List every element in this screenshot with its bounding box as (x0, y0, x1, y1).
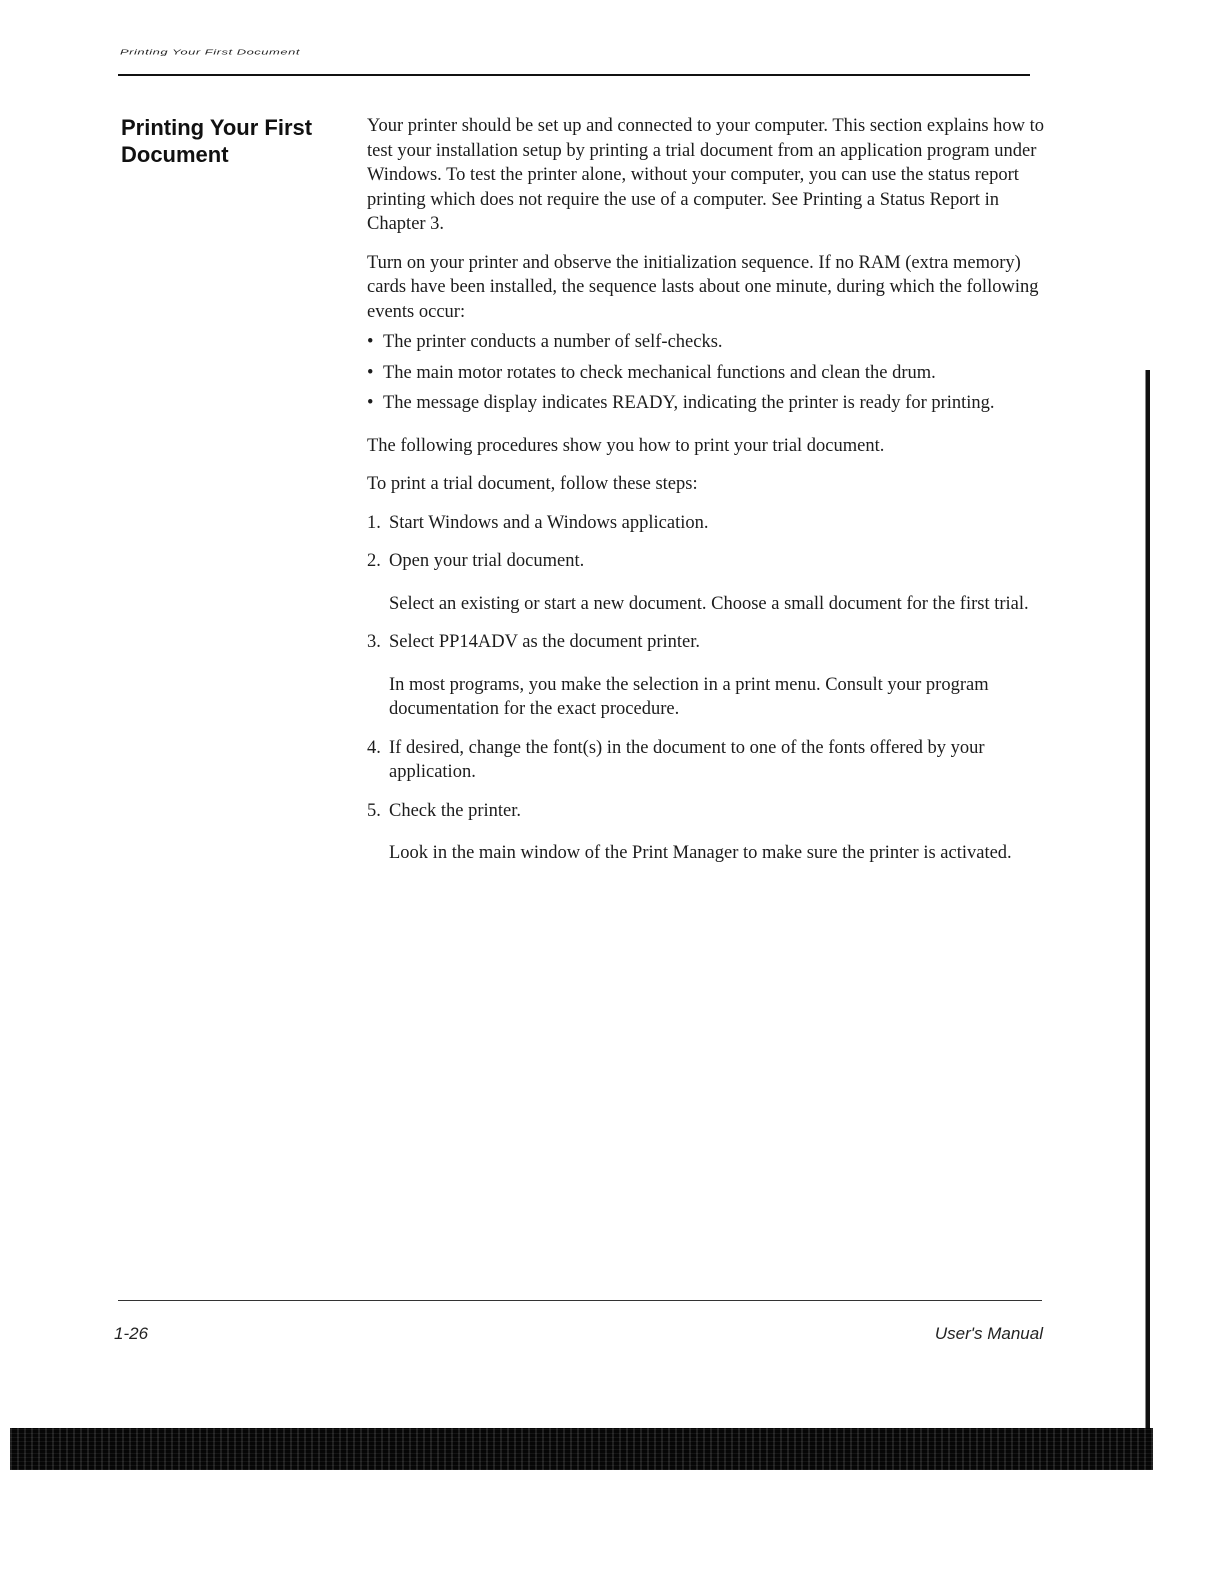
section-title: Printing Your First Document (121, 115, 313, 167)
scan-edge-mark (1140, 370, 1150, 1436)
step-text: Start Windows and a Windows application. (389, 512, 709, 533)
step-number: 5. (367, 800, 381, 821)
step-text: Select PP14ADV as the document printer. (389, 632, 701, 652)
body-column (367, 114, 1047, 880)
intro-paragraph: Your printer should be set up and connected to your computer. This section explains how to test your installation setup by printing a trial document from an application program under Windows. To test the printer alone, without your computer, you can use the status report printing which does not require the use of a computer. See Printing a Status Report in Chapter 3. (367, 116, 1045, 234)
procedures-intro: The following procedures show you how to print your trial document. (367, 435, 885, 456)
footer-rule (118, 1300, 1042, 1301)
step-number: 3. (367, 632, 381, 652)
step-number: 4. (367, 737, 381, 758)
page-number: 1-26 (114, 1324, 149, 1343)
step-item (367, 549, 1047, 616)
list-item: • The main motor rotates to check mechanical functions and clean the drum. (367, 361, 1047, 386)
step-item (367, 799, 1047, 866)
header-rule (118, 74, 1030, 76)
list-item: • The message display indicates READY, indicating the printer is ready for printing. (367, 391, 1047, 416)
list-item: • The printer conducts a number of self-checks. (367, 330, 1047, 355)
step-detail: Look in the main window of the Print Manager to make sure the printer is activated. (389, 843, 1012, 863)
step-item (367, 630, 1047, 722)
manual-title: User's Manual (934, 1324, 1043, 1343)
step-detail: In most programs, you make the selection in a print menu. Consult your program documentation for the exact procedure. (389, 674, 989, 719)
step-item (367, 511, 1047, 536)
running-header: Printing Your First Document (120, 48, 300, 57)
scan-artifact-bar (10, 1428, 1153, 1470)
step-text: Check the printer. (389, 800, 522, 821)
initialization-paragraph: Turn on your printer and observe the initialization sequence. If no RAM (extra memory) cards have been installed, the sequence lasts about one minute, during which the following events occur: (367, 252, 1039, 322)
step-number: 1. (367, 512, 381, 533)
step-text: Open your trial document. (389, 551, 585, 571)
step-detail: Select an existing or start a new document. Choose a small document for the first trial. (389, 593, 1029, 614)
steps-list (367, 511, 1047, 866)
step-text: If desired, change the font(s) in the document to one of the fonts offered by your application. (389, 737, 985, 782)
steps-intro: To print a trial document, follow these steps: (367, 474, 698, 494)
step-item (367, 736, 1047, 785)
step-number: 2. (367, 551, 381, 571)
initialization-events-list (367, 330, 1047, 416)
